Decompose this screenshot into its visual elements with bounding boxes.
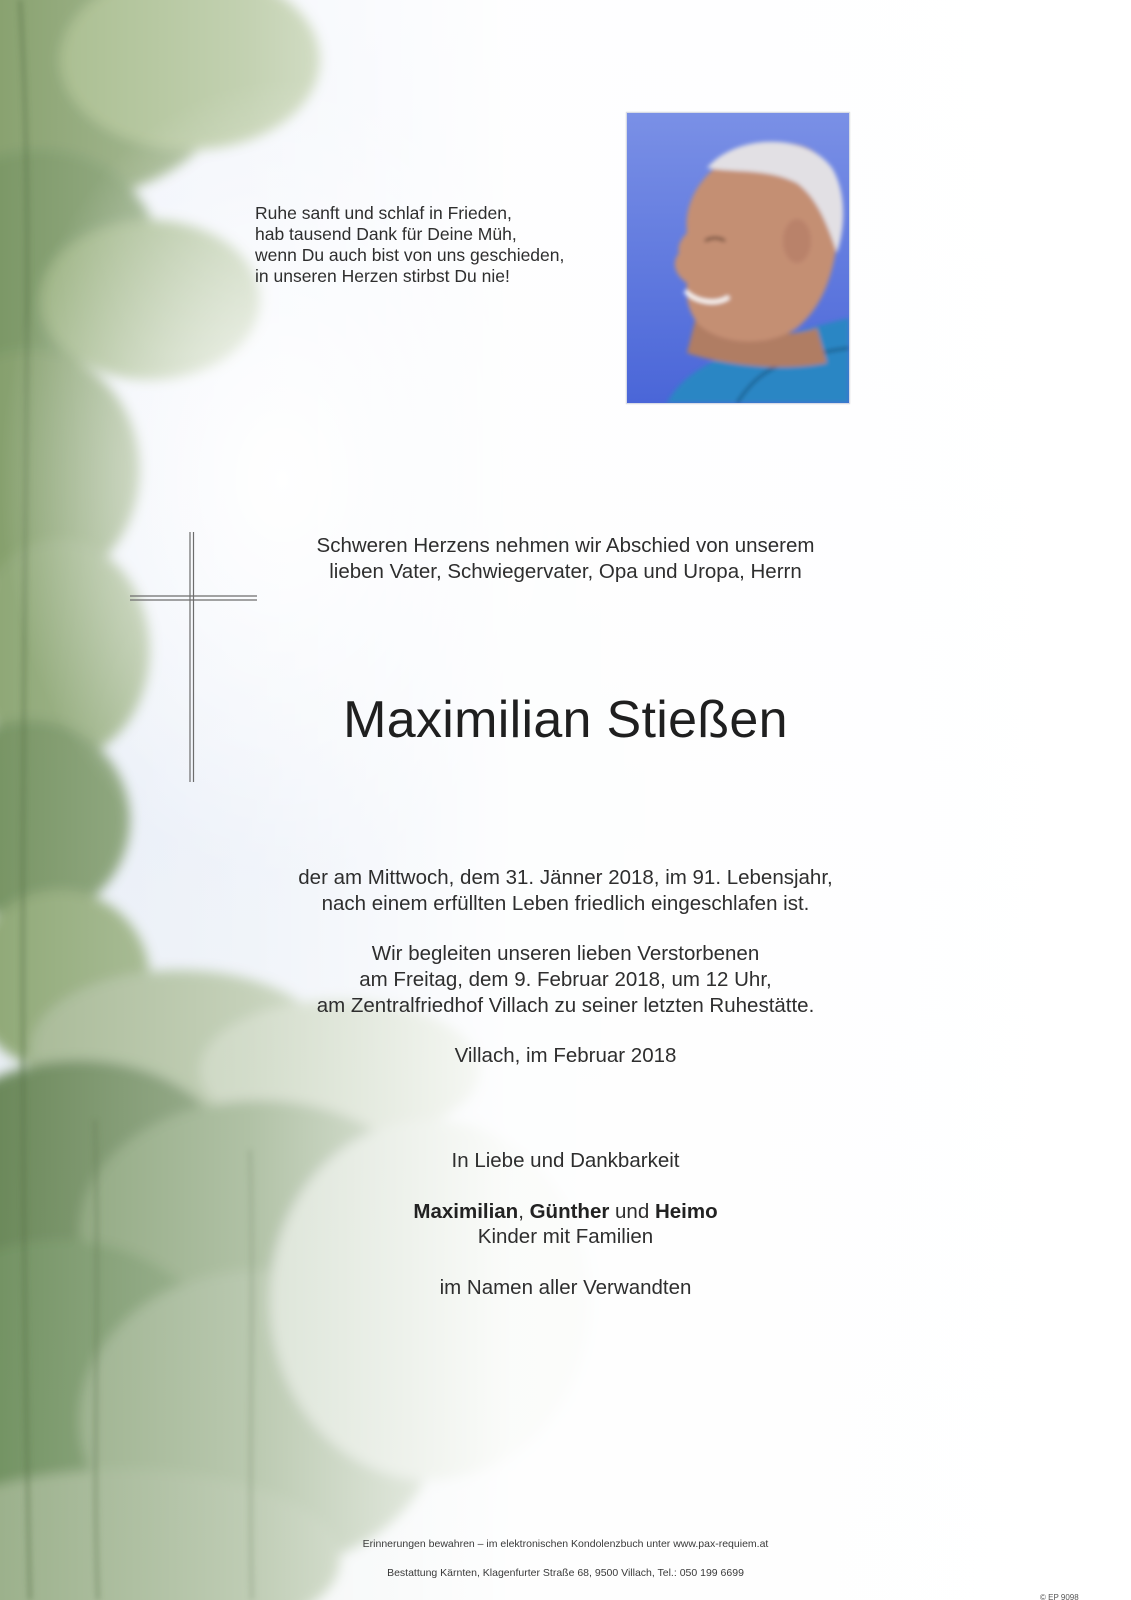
deceased-name: Maximilian Stießen [343,691,788,749]
burial-line: am Freitag, dem 9. Februar 2018, um 12 Uhr, [359,968,772,991]
condolence-book-note: Erinnerungen bewahren – im elektronischen Kondolenzbuch unter www.pax-requiem.at [362,1538,769,1550]
poem-line: hab tausend Dank für Deine Müh, [255,224,517,244]
mourner-separator: und [609,1200,655,1223]
poem-line: wenn Du auch bist von uns geschieden, [255,245,565,265]
place-date: Villach, im Februar 2018 [454,1044,677,1067]
mourner-name: Günther [529,1200,610,1223]
relatives-line: im Namen aller Verwandten [439,1276,692,1299]
death-line: der am Mittwoch, dem 31. Jänner 2018, im 91. Lebensjahr, [298,866,833,889]
death-notice [0,865,1131,917]
funeral-home-address: Bestattung Kärnten, Klagenfurter Straße 68, 9500 Villach, Tel.: 050 199 6699 [387,1567,744,1579]
poem-line: Ruhe sanft und schlaf in Frieden, [255,203,512,223]
intro-line: lieben Vater, Schwiegervater, Opa und Uropa, Herrn [329,560,802,583]
print-code: © EP 9098 [1040,1593,1079,1600]
death-line: nach einem erfüllten Leben friedlich eingeschlafen ist. [321,892,810,915]
mourner-name: Maximilian [413,1200,519,1223]
poem-line: in unseren Herzen stirbst Du nie! [255,266,510,286]
portrait-photo [626,112,850,404]
mourner-name: Heimo [654,1200,718,1223]
closing-phrase: In Liebe und Dankbarkeit [451,1149,680,1172]
mourner-separator: , [518,1200,530,1223]
mourners-names [0,1199,1131,1225]
burial-line: Wir begleiten unseren lieben Verstorbenen [371,942,760,965]
burial-info [0,941,1131,1019]
farewell-intro [0,533,1131,585]
family-line: Kinder mit Familien [477,1225,654,1248]
memorial-poem [255,203,615,287]
burial-line: am Zentralfriedhof Villach zu seiner letzten Ruhestätte. [316,994,815,1017]
intro-line: Schweren Herzens nehmen wir Abschied von unserem [316,534,815,557]
portrait-image [627,113,849,403]
